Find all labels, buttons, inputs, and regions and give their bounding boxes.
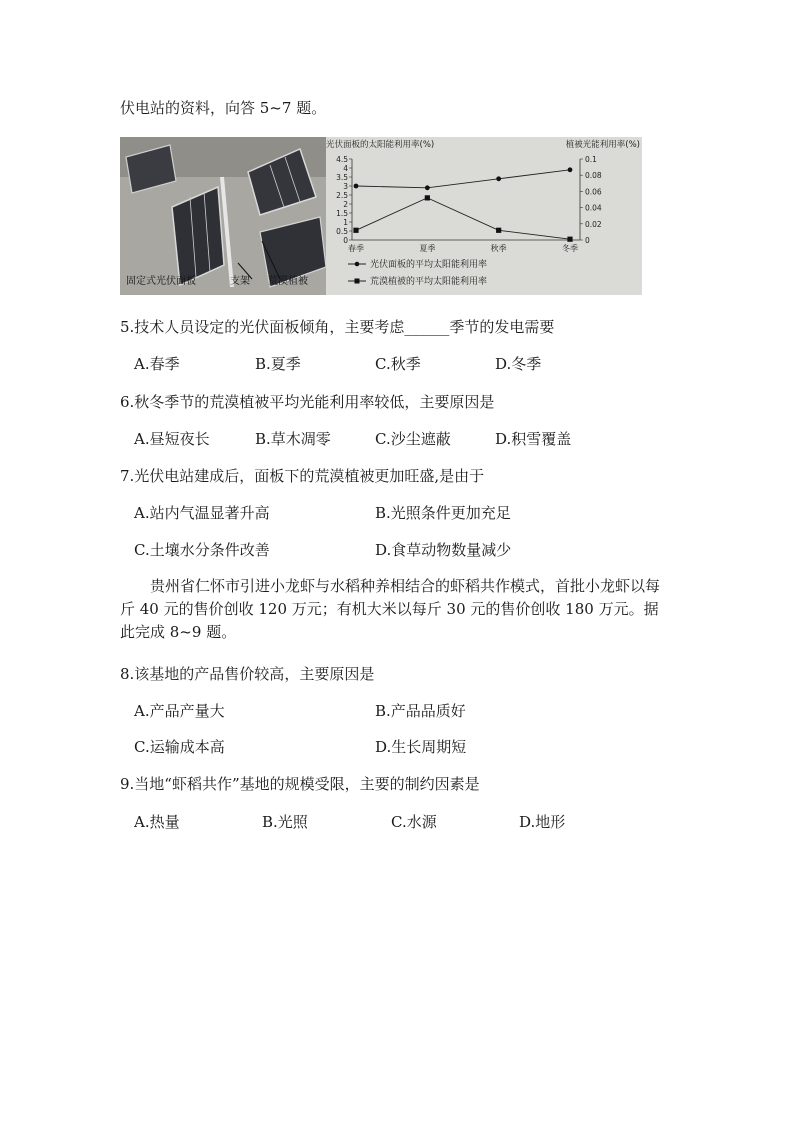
q5-stem: 5.技术人员设定的光伏面板倾角，主要考虑______季节的发电需要 (120, 318, 555, 336)
series-line-1 (356, 170, 570, 188)
series-1-point (568, 167, 573, 172)
q9-stem: 9.当地“虾稻共作”基地的规模受限，主要的制约因素是 (120, 775, 480, 793)
label-fixed-panel: 固定式光伏面板 (126, 276, 196, 287)
q7-option-d[interactable]: D.食草动物数量减少 (375, 541, 512, 559)
right-tick-label: 0.06 (585, 187, 602, 197)
x-tick-label: 春季 (348, 244, 364, 253)
left-tick-label: 2 (343, 200, 348, 209)
passage-2 (120, 575, 660, 644)
left-tick-label: 1.5 (336, 209, 348, 218)
series-1-point (354, 184, 359, 189)
q5-option-d[interactable]: D.冬季 (495, 355, 542, 373)
q9-option-b[interactable]: B.光照 (262, 813, 308, 831)
q8-option-a[interactable]: A.产品产量大 (134, 702, 225, 720)
figure-panel (120, 137, 642, 295)
q5-option-c[interactable]: C.秋季 (375, 355, 421, 373)
x-tick-label: 冬季 (562, 244, 578, 253)
q6-stem: 6.秋冬季节的荒漠植被平均光能利用率较低，主要原因是 (120, 393, 495, 411)
left-axis-title: 光伏面板的太阳能利用率(%) (326, 140, 435, 150)
legend-marker-1 (355, 262, 360, 267)
q5-option-a[interactable]: A.春季 (134, 355, 180, 373)
right-tick-label: 0.08 (585, 171, 602, 181)
right-tick-label: 0.04 (585, 203, 602, 213)
q7-option-a[interactable]: A.站内气温显著升高 (134, 504, 270, 522)
legend-marker-2 (355, 279, 360, 284)
utilization-chart (326, 137, 642, 295)
x-tick-label: 秋季 (490, 244, 507, 253)
intro-line: 伏电站的资料，向答 5~7 题。 (120, 99, 327, 117)
q6-option-a[interactable]: A.昼短夜长 (134, 430, 210, 448)
left-tick-label: 4 (343, 164, 348, 173)
series-1-point (496, 176, 501, 181)
q8-stem: 8.该基地的产品售价较高，主要原因是 (120, 665, 375, 683)
passage-2-text: 贵州省仁怀市引进小龙虾与水稻种养相结合的虾稻共作模式，首批小龙虾以每斤 40 元的售价创收 120 万元；有机大米以每斤 30 元的售价创收 180 万元。据此完成 8~9 题。 (120, 577, 661, 641)
series-2-point (353, 228, 358, 233)
series-2-point (425, 195, 430, 200)
q9-option-c[interactable]: C.水源 (391, 813, 437, 831)
legend-label-1: 光伏面板的平均太阳能利用率 (370, 260, 488, 270)
series-2-point (567, 237, 572, 242)
label-bracket: 支架 (230, 276, 250, 287)
right-tick-label: 0 (585, 236, 590, 245)
solar-panel-photo (120, 137, 326, 295)
right-axis-title: 植被光能利用率(%) (565, 140, 640, 150)
left-tick-label: 1 (343, 218, 348, 227)
label-desert-vegetation: 荒漠植被 (268, 276, 308, 287)
series-line-2 (356, 198, 570, 239)
left-tick-label: 3.5 (336, 173, 348, 182)
left-tick-label: 0.5 (336, 227, 348, 236)
left-tick-label: 0 (343, 236, 348, 245)
x-tick-label: 夏季 (419, 244, 436, 253)
q8-option-b[interactable]: B.产品品质好 (375, 702, 466, 720)
q8-option-d[interactable]: D.生长周期短 (375, 738, 467, 756)
right-tick-label: 0.1 (585, 155, 597, 164)
left-tick-label: 3 (343, 182, 348, 191)
series-2-point (496, 228, 501, 233)
right-tick-label: 0.02 (585, 219, 602, 229)
q9-option-d[interactable]: D.地形 (519, 813, 566, 831)
left-tick-label: 4.5 (336, 155, 348, 164)
q9-option-a[interactable]: A.热量 (134, 813, 180, 831)
left-tick-label: 2.5 (336, 191, 348, 200)
q5-option-b[interactable]: B.夏季 (255, 355, 301, 373)
q6-option-b[interactable]: B.草木凋零 (255, 430, 331, 448)
q7-option-c[interactable]: C.土壤水分条件改善 (134, 541, 270, 559)
q6-option-d[interactable]: D.积雪覆盖 (495, 430, 572, 448)
legend-label-2: 荒漠植被的平均太阳能利用率 (370, 277, 488, 287)
q6-option-c[interactable]: C.沙尘遮蔽 (375, 430, 451, 448)
series-1-point (425, 185, 430, 190)
q8-option-c[interactable]: C.运输成本高 (134, 738, 225, 756)
chart-svg (326, 137, 642, 295)
q7-stem: 7.光伏电站建成后，面板下的荒漠植被更加旺盛,是由于 (120, 467, 485, 485)
q7-option-b[interactable]: B.光照条件更加充足 (375, 504, 511, 522)
